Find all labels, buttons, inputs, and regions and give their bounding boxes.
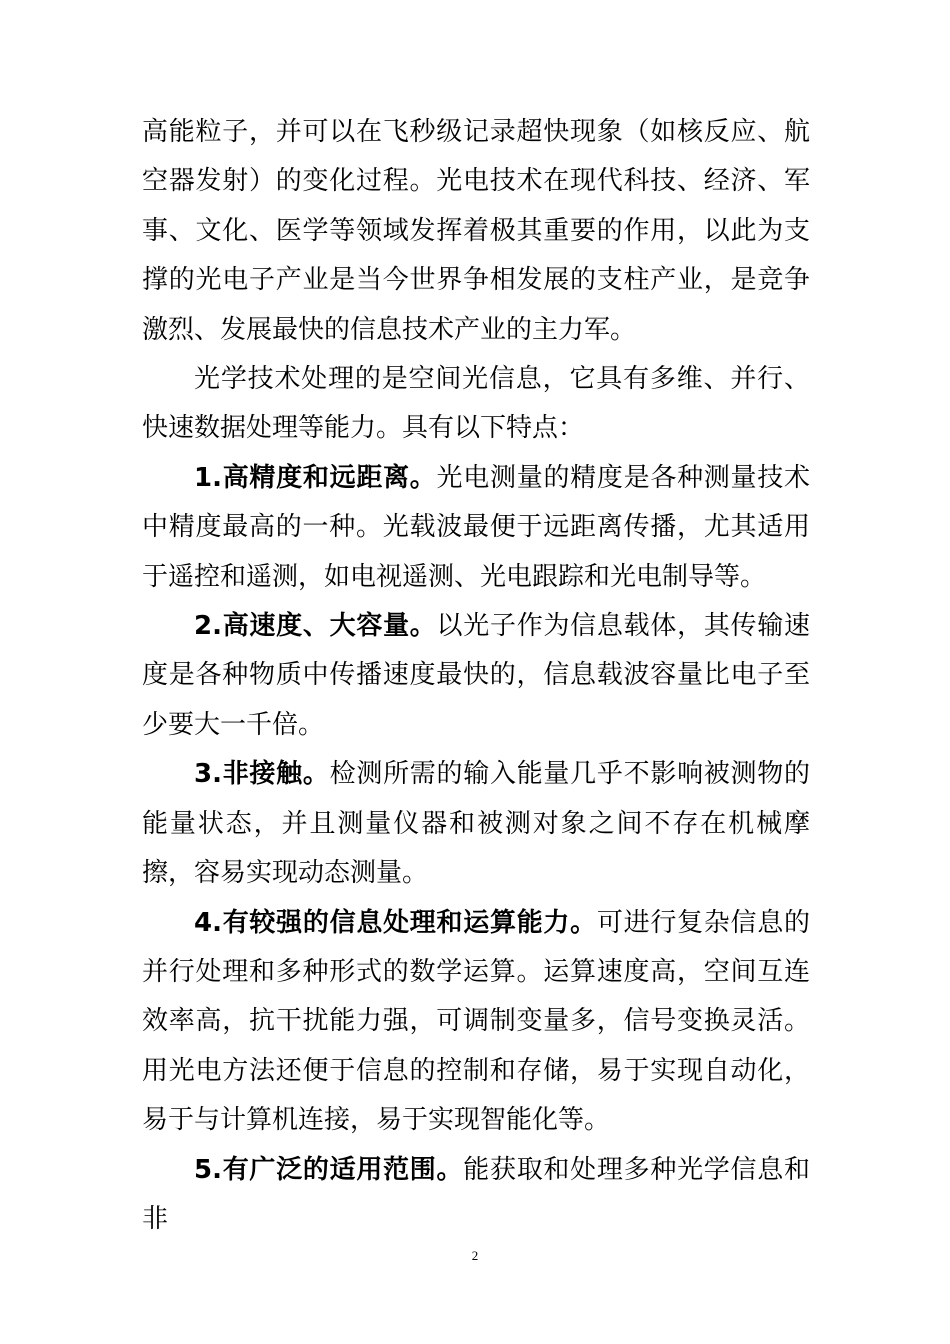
paragraph-feature-3 — [142, 750, 810, 898]
paragraph-text: 检测所需的输入能量几乎不影响被测物的能量状态，并且测量仪器和被测对象之间不存在机械摩擦，容易实现动态测量。 — [142, 759, 810, 889]
paragraph-text: 光学技术处理的是空间光信息，它具有多维、并行、快速数据处理等能力。具有以下特点： — [142, 364, 810, 444]
paragraph-text: 高能粒子，并可以在飞秒级记录超快现象（如核反应、航空器发射）的变化过程。光电技术在现代科技、经济、军事、文化、医学等领域发挥着极其重要的作用，以此为支撑的光电子产业是当今世界争相发展的支柱产业，是竞争激烈、发展最快的信息技术产业的主力军。 — [142, 117, 810, 345]
body-text — [142, 108, 810, 1244]
page-number: 2 — [471, 1248, 479, 1263]
feature-heading: 4.有较强的信息处理和运算能力。 — [194, 907, 597, 938]
paragraph-text: 光电测量的精度是各种测量技术中精度最高的一种。光载波最便于远距离传播，尤其适用于遥控和遥测，如电视遥测、光电跟踪和光电制导等。 — [142, 462, 810, 592]
paragraph-feature-5 — [142, 1146, 810, 1245]
paragraph-feature-1 — [142, 454, 810, 602]
feature-heading: 2.高速度、大容量。 — [194, 611, 437, 642]
feature-heading: 3.非接触。 — [194, 759, 330, 790]
paragraph-intro — [142, 355, 810, 454]
paragraph-feature-4 — [142, 899, 810, 1146]
paragraph-feature-2 — [142, 602, 810, 750]
feature-heading: 1.高精度和远距离。 — [194, 462, 437, 493]
paragraph-text: 以光子作为信息载体，其传输速度是各种物质中传播速度最快的，信息载波容量比电子至少要大一千倍。 — [142, 611, 810, 740]
feature-heading: 5.有广泛的适用范围。 — [194, 1154, 464, 1185]
paragraph-continuation — [142, 108, 810, 355]
paragraph-text: 可进行复杂信息的并行处理和多种形式的数学运算。运算速度高，空间互连效率高，抗干扰能力强，可调制变量多，信号变换灵活。用光电方法还便于信息的控制和存储，易于实现自动化，易于与计算机连接，易于实现智能化等。 — [142, 907, 810, 1136]
paragraph-text: 能获取和处理多种光学信息和非 — [142, 1154, 810, 1234]
